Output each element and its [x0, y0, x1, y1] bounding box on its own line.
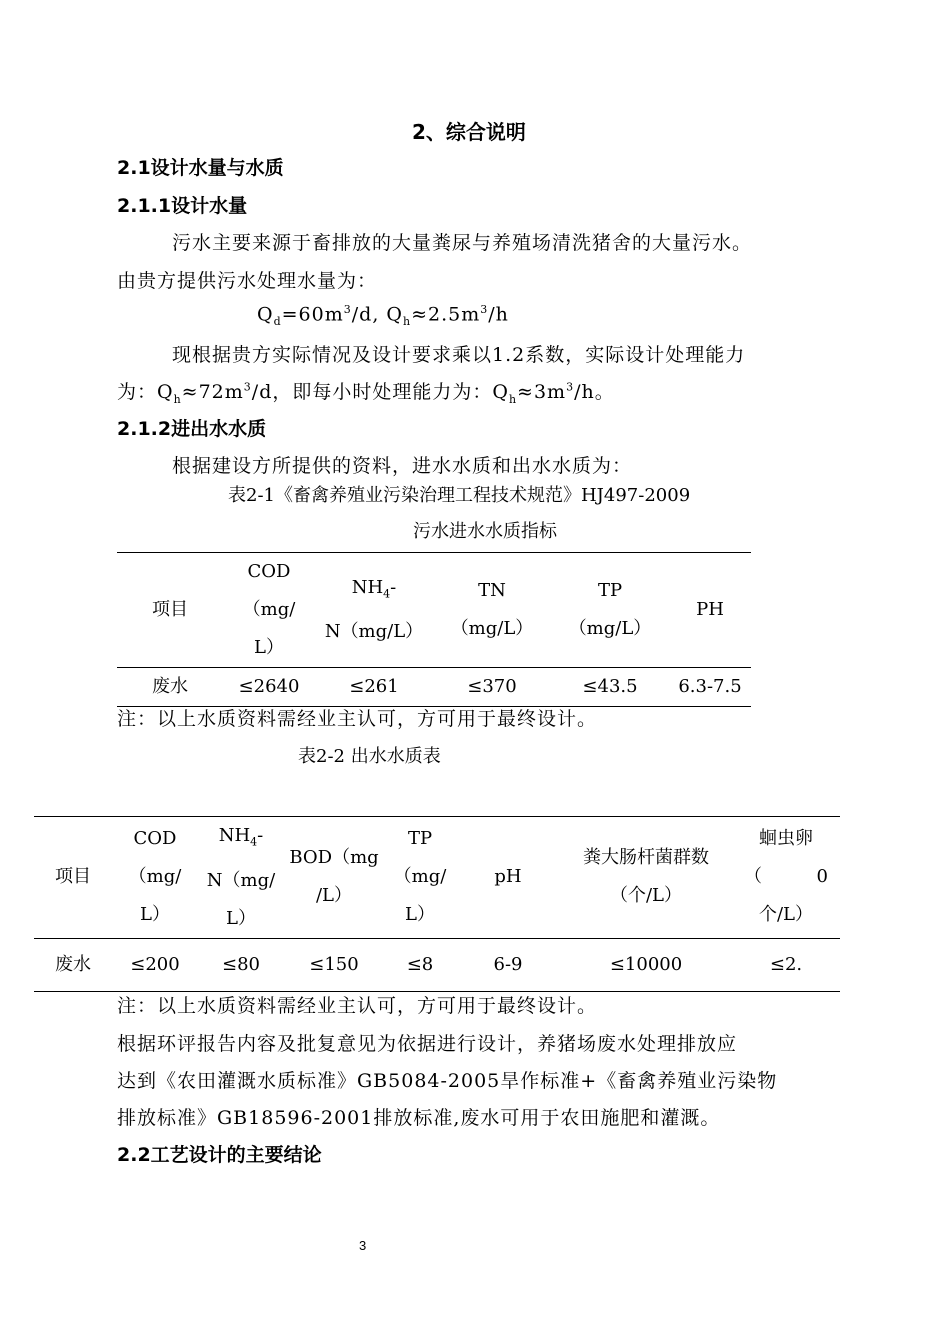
header-tn: TN （mg/L）	[433, 553, 551, 668]
cell-nh4n: ≤261	[315, 668, 433, 707]
header-tp: TP （mg/ L）	[384, 817, 456, 939]
table-1	[117, 552, 751, 707]
page-number: 3	[359, 1238, 367, 1253]
cell-fecal-coliform: ≤10000	[560, 938, 732, 991]
cell-cod: ≤2640	[223, 668, 315, 707]
paragraph-4-line-3: 排放标准》GB18596-2001排放标准,废水可用于农田施肥和灌溉。	[117, 1107, 721, 1129]
header-bod: BOD（mg /L）	[284, 817, 384, 939]
heading-2-1-1: 2.1.1设计水量	[117, 195, 248, 217]
cell-tp: ≤8	[384, 938, 456, 991]
table-1-caption-1: 表2-1《畜禽养殖业污染治理工程技术规范》HJ497-2009	[228, 485, 691, 506]
section-title: 2、综合说明	[412, 120, 526, 144]
table-2-caption: 表2-2 出水水质表	[298, 746, 441, 767]
note-2: 注：以上水质资料需经业主认可，方可用于最终设计。	[117, 995, 598, 1017]
cell-tn: ≤370	[433, 668, 551, 707]
paragraph-4-line-1: 根据环评报告内容及批复意见为依据进行设计，养猪场废水处理排放应	[117, 1033, 738, 1055]
table-1-caption-2: 污水进水水质指标	[413, 521, 557, 542]
table-header-row	[34, 817, 840, 939]
paragraph-2-line-2: 为：$Q_h\approx 72m^3/d$，即每小时处理能力为：$Q_h\approx 3m^3/h$。	[117, 380, 615, 406]
cell-roundworm-eggs: ≤2.	[732, 938, 840, 991]
header-fecal-coliform: 粪大肠杆菌群数 （个/L）	[560, 817, 732, 939]
paragraph-1-line-1: 污水主要来源于畜排放的大量粪尿与养殖场清洗猪舍的大量污水。	[172, 232, 753, 254]
cell-ph: 6.3-7.5	[669, 668, 751, 707]
header-cod: COD （mg/ L）	[112, 817, 198, 939]
heading-2-1: 2.1设计水量与水质	[117, 157, 284, 179]
cell-cod: ≤200	[112, 938, 198, 991]
heading-2-1-2: 2.1.2进出水水质	[117, 418, 267, 440]
cell-bod: ≤150	[284, 938, 384, 991]
paragraph-2-line-1: 现根据贵方实际情况及设计要求乘以1.2系数，实际设计处理能力	[172, 344, 746, 366]
table-2	[34, 816, 840, 992]
table-row	[117, 668, 751, 707]
table-header-row	[117, 553, 751, 668]
cell-nh4n: ≤80	[198, 938, 284, 991]
note-1: 注：以上水质资料需经业主认可，方可用于最终设计。	[117, 708, 598, 730]
header-item: 项目	[117, 553, 223, 668]
cell-item: 废水	[117, 668, 223, 707]
header-cod: COD （mg/ L）	[223, 553, 315, 668]
cell-tp: ≤43.5	[551, 668, 669, 707]
header-tp: TP （mg/L）	[551, 553, 669, 668]
paragraph-1-line-2: 由贵方提供污水处理水量为：	[117, 270, 378, 292]
header-nh4n: $NH_4-$ N（mg/ L）	[198, 817, 284, 939]
header-item: 项目	[34, 817, 112, 939]
heading-2-2: 2.2工艺设计的主要结论	[117, 1144, 322, 1166]
header-roundworm-eggs: 蛔虫卵 （ 0 个/L）	[732, 817, 840, 939]
cell-ph: 6-9	[456, 938, 560, 991]
flow-formula: $Q_d=60m^3/d$, $Q_h\approx 2.5m^3/h$	[257, 303, 509, 329]
header-nh4n: $NH_4-$ N（mg/L）	[315, 553, 433, 668]
header-ph: pH	[456, 817, 560, 939]
paragraph-4-line-2: 达到《农田灌溉水质标准》GB5084-2005旱作标准+《畜禽养殖业污染物	[117, 1070, 778, 1092]
paragraph-3: 根据建设方所提供的资料，进水水质和出水水质为：	[172, 455, 633, 477]
header-ph: PH	[669, 553, 751, 668]
table-row	[34, 938, 840, 991]
cell-item: 废水	[34, 938, 112, 991]
